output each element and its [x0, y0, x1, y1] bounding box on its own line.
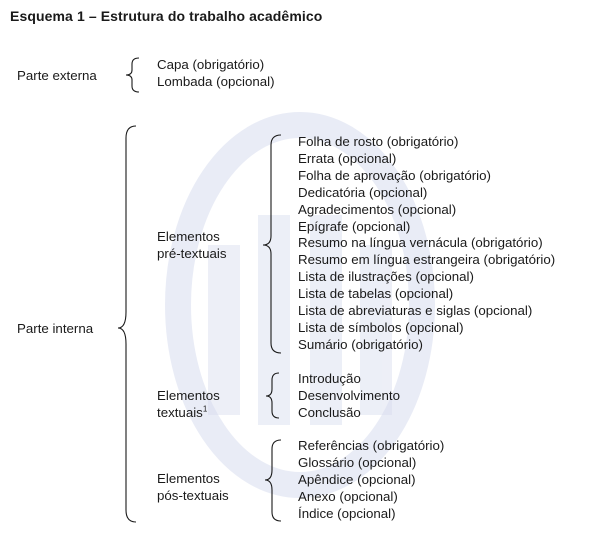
- pre-textual-label-line2: pré-textuais: [157, 246, 227, 261]
- textual-label: [157, 387, 220, 421]
- list-item: Lombada (opcional): [157, 73, 275, 89]
- schema-title: Esquema 1 – Estrutura do trabalho acadêmico: [10, 8, 323, 24]
- pre-textual-label: [157, 228, 226, 262]
- list-item: Anexo (opcional): [298, 488, 398, 504]
- list-item: Epígrafe (opcional): [298, 218, 411, 234]
- list-item: Sumário (obrigatório): [298, 336, 423, 352]
- list-item: Resumo em língua estrangeira (obrigatório): [298, 252, 556, 268]
- list-item: Glossário (opcional): [298, 454, 417, 470]
- post-textual-list: [298, 438, 444, 523]
- post-textual-label-line1: Elementos: [157, 471, 220, 486]
- list-item: Conclusão: [298, 404, 361, 420]
- list-item: Errata (opcional): [298, 150, 397, 166]
- list-item: Folha de aprovação (obrigatório): [298, 167, 491, 183]
- list-item: Lista de abreviaturas e siglas (opcional): [298, 303, 533, 319]
- textual-label-line1: Elementos: [157, 388, 220, 403]
- list-item: Capa (obrigatório): [157, 57, 265, 72]
- list-item: Lista de ilustrações (opcional): [298, 269, 474, 285]
- parte-interna-label: Parte interna: [17, 321, 94, 336]
- brace-post-textual: [265, 440, 281, 521]
- list-item: Apêndice (opcional): [298, 471, 416, 487]
- list-item: Lista de tabelas (opcional): [298, 286, 454, 302]
- list-item: Folha de rosto (obrigatório): [298, 134, 459, 149]
- list-item: Índice (opcional): [298, 505, 396, 521]
- post-textual-label: [157, 470, 229, 504]
- pre-textual-label-line1: Elementos: [157, 229, 220, 244]
- post-textual-label-line2: pós-textuais: [157, 488, 229, 503]
- list-item: Desenvolvimento: [298, 387, 400, 403]
- textual-label-line2: [157, 404, 220, 421]
- list-item: Dedicatória (opcional): [298, 184, 428, 200]
- list-item: Referências (obrigatório): [298, 438, 445, 453]
- pre-textual-list: [298, 134, 555, 354]
- parte-externa-label: Parte externa: [17, 68, 97, 83]
- list-item: Resumo na língua vernácula (obrigatório): [298, 235, 543, 251]
- brace-textual: [266, 373, 279, 418]
- list-item: Agradecimentos (opcional): [298, 201, 457, 217]
- brace-pre-textual: [263, 135, 281, 353]
- footnote-mark: 1: [202, 404, 208, 414]
- list-item: Introdução: [298, 371, 361, 386]
- brace-internal: [118, 126, 136, 522]
- textual-label-text: textuais: [157, 405, 203, 420]
- textual-list: [298, 371, 400, 422]
- list-item: Lista de símbolos (opcional): [298, 319, 464, 335]
- parte-externa-list: [157, 57, 275, 91]
- brace-external: [126, 58, 139, 92]
